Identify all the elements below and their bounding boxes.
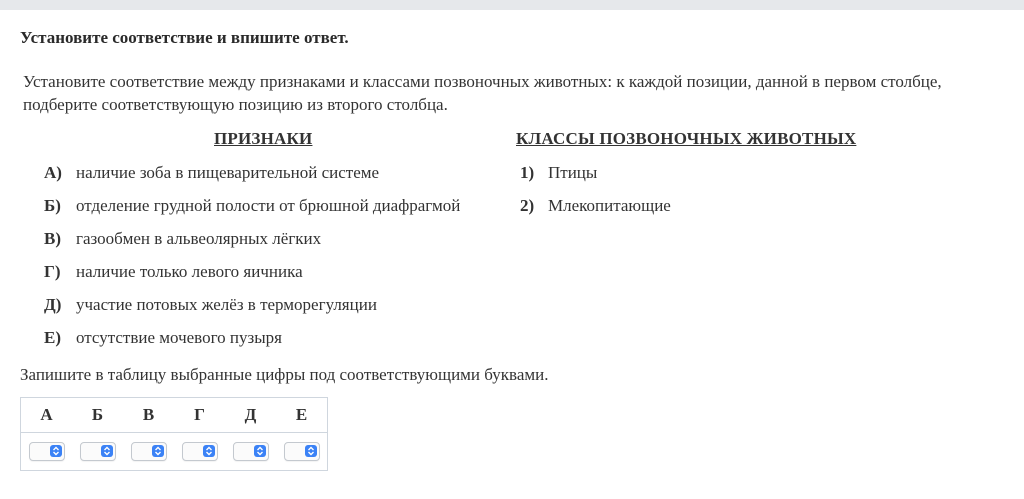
up-down-chevron-icon	[101, 445, 113, 457]
classes-header: КЛАССЫ ПОЗВОНОЧНЫХ ЖИВОТНЫХ	[516, 129, 857, 148]
class-item-2	[520, 196, 671, 216]
feature-item-g	[44, 262, 303, 282]
feature-text: наличие только левого яичника	[76, 262, 303, 281]
up-down-chevron-icon	[254, 445, 266, 457]
answer-select-e[interactable]	[284, 442, 320, 461]
answer-table	[20, 397, 328, 471]
answer-cell	[276, 433, 328, 471]
feature-item-d	[44, 295, 377, 315]
answer-select-d[interactable]	[233, 442, 269, 461]
answer-cell	[225, 433, 276, 471]
features-header: ПРИЗНАКИ	[214, 129, 313, 148]
feature-key: А)	[44, 163, 62, 182]
answer-select-a[interactable]	[29, 442, 65, 461]
feature-item-e	[44, 328, 282, 348]
answer-select-b[interactable]	[80, 442, 116, 461]
answer-letter-e: Е	[276, 398, 328, 433]
answer-select-row	[21, 433, 328, 471]
class-text: Млекопитающие	[548, 196, 671, 215]
task-text: Установите соответствие между признаками и классами позвоночных животных: к каждой позиции, данной в первом столбце, подберите соответствующую позицию из второго столбца.	[23, 72, 942, 114]
top-bar	[0, 0, 1024, 10]
up-down-chevron-icon	[152, 445, 164, 457]
class-key: 1)	[520, 163, 535, 182]
feature-item-v	[44, 229, 321, 249]
feature-key: Г)	[44, 262, 61, 281]
feature-item-b	[44, 196, 460, 216]
answer-letter-g: Г	[174, 398, 225, 433]
answer-letter-b: Б	[72, 398, 123, 433]
up-down-chevron-icon	[203, 445, 215, 457]
answer-prompt: Запишите в таблицу выбранные цифры под соответствующими буквами.	[20, 365, 549, 384]
feature-text: наличие зоба в пищеварительной системе	[76, 163, 380, 182]
answer-letter-a: А	[21, 398, 73, 433]
answer-cell	[72, 433, 123, 471]
answer-select-g[interactable]	[182, 442, 218, 461]
class-key: 2)	[520, 196, 535, 215]
answer-cell	[123, 433, 174, 471]
feature-text: отделение грудной полости от брюшной диафрагмой	[76, 196, 461, 215]
instruction-heading: Установите соответствие и впишите ответ.	[20, 28, 349, 47]
feature-key: Е)	[44, 328, 61, 347]
answer-cell	[21, 433, 73, 471]
feature-item-a	[44, 163, 379, 183]
answer-header-row	[21, 398, 328, 433]
task-page	[0, 10, 1024, 499]
class-item-1	[520, 163, 597, 183]
feature-text: газообмен в альвеолярных лёгких	[76, 229, 322, 248]
class-text: Птицы	[548, 163, 598, 182]
answer-letter-v: В	[123, 398, 174, 433]
answer-letter-d: Д	[225, 398, 276, 433]
up-down-chevron-icon	[305, 445, 317, 457]
answer-select-v[interactable]	[131, 442, 167, 461]
up-down-chevron-icon	[50, 445, 62, 457]
feature-key: Б)	[44, 196, 61, 215]
feature-text: отсутствие мочевого пузыря	[76, 328, 282, 347]
feature-text: участие потовых желёз в терморегуляции	[76, 295, 377, 314]
feature-key: В)	[44, 229, 61, 248]
answer-cell	[174, 433, 225, 471]
feature-key: Д)	[44, 295, 62, 314]
